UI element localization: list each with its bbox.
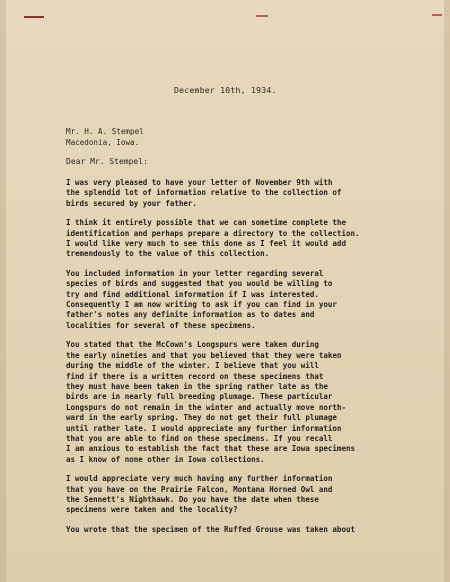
paragraph-line: during the middle of the winter. I believe that you will <box>66 361 319 371</box>
paragraph <box>66 340 442 465</box>
red-ink-mark <box>432 14 442 16</box>
paragraph-line: I would like very much to see this done as I feel it would add <box>66 239 346 249</box>
paragraph <box>66 269 442 331</box>
paragraph-line: birds are in nearly full breeding plumage. These particular <box>66 392 333 402</box>
paragraph-line: tremendously to the value of this collection. <box>66 249 270 259</box>
paper-edge-right <box>444 0 450 582</box>
paragraph-line: I am anxious to establish the fact that these are Iowa specimens <box>66 444 355 454</box>
paragraph <box>66 178 442 209</box>
paragraph-line: You stated that the McCown's Longspurs were taken during <box>66 340 319 350</box>
letter-date: December 10th, 1934. <box>174 85 277 95</box>
paragraph-line: the Sennett's Nighthawk. Do you have the date when these <box>66 494 319 504</box>
paragraph <box>66 474 442 516</box>
paragraph-line: until rather late. I would appreciate any further information <box>66 423 342 433</box>
paragraph-line: as I know of none other in Iowa collections. <box>66 454 265 464</box>
paragraph-line: Longspurs do not remain in the winter and actually move north- <box>66 402 346 412</box>
paper-edge-left <box>0 0 6 582</box>
paragraph <box>66 525 442 535</box>
paragraph-line: You wrote that the specimen of the Ruffed Grouse was taken about <box>66 524 355 534</box>
paragraph-line: birds secured by your father. <box>66 198 197 208</box>
paragraph-line: that you are able to find on these specimens. If you recall <box>66 433 333 443</box>
red-ink-mark <box>256 15 268 17</box>
recipient-city: Macedonia, Iowa. <box>66 138 140 147</box>
paragraph-line: localities for several of these specimens. <box>66 320 256 330</box>
red-ink-mark <box>24 16 44 18</box>
paragraph-line: specimens were taken and the locality? <box>66 505 238 515</box>
paragraph-line: species of birds and suggested that you would be willing to <box>66 279 333 289</box>
paragraph-line: find if there is a written record on these specimens that <box>66 371 324 381</box>
paragraph-line: I was very pleased to have your letter of November 9th with <box>66 178 333 187</box>
paragraph-line: Consequently I am now writing to ask if you can find in your <box>66 300 337 310</box>
recipient-address <box>66 126 144 148</box>
paragraph-line: ward in the early spring. They do not get their full plumage <box>66 413 337 423</box>
paragraph-line: they must have been taken in the spring rather late as the <box>66 381 328 391</box>
paragraph <box>66 218 442 260</box>
letter-body <box>66 178 442 544</box>
paragraph-line: I would appreciate very much having any further information <box>66 474 333 484</box>
paragraph-line: You included information in your letter regarding several <box>66 268 324 278</box>
salutation: Dear Mr. Stempel: <box>66 157 148 166</box>
paragraph-line: the splendid lot of information relative to the collection of <box>66 188 342 198</box>
paragraph-line: that you have on the Prairie Falcon, Montana Horned Owl and <box>66 484 333 494</box>
paragraph-line: identification and perhaps prepare a directory to the collection. <box>66 228 360 238</box>
paragraph-line: try and find additional information if I was interested. <box>66 289 319 299</box>
paragraph-line: I think it entirely possible that we can sometime complete the <box>66 218 346 228</box>
recipient-name: Mr. H. A. Stempel <box>66 127 144 136</box>
paragraph-line: father's notes any definite information as to dates and <box>66 310 315 320</box>
paragraph-line: the early nineties and that you believed that they were taken <box>66 350 342 360</box>
